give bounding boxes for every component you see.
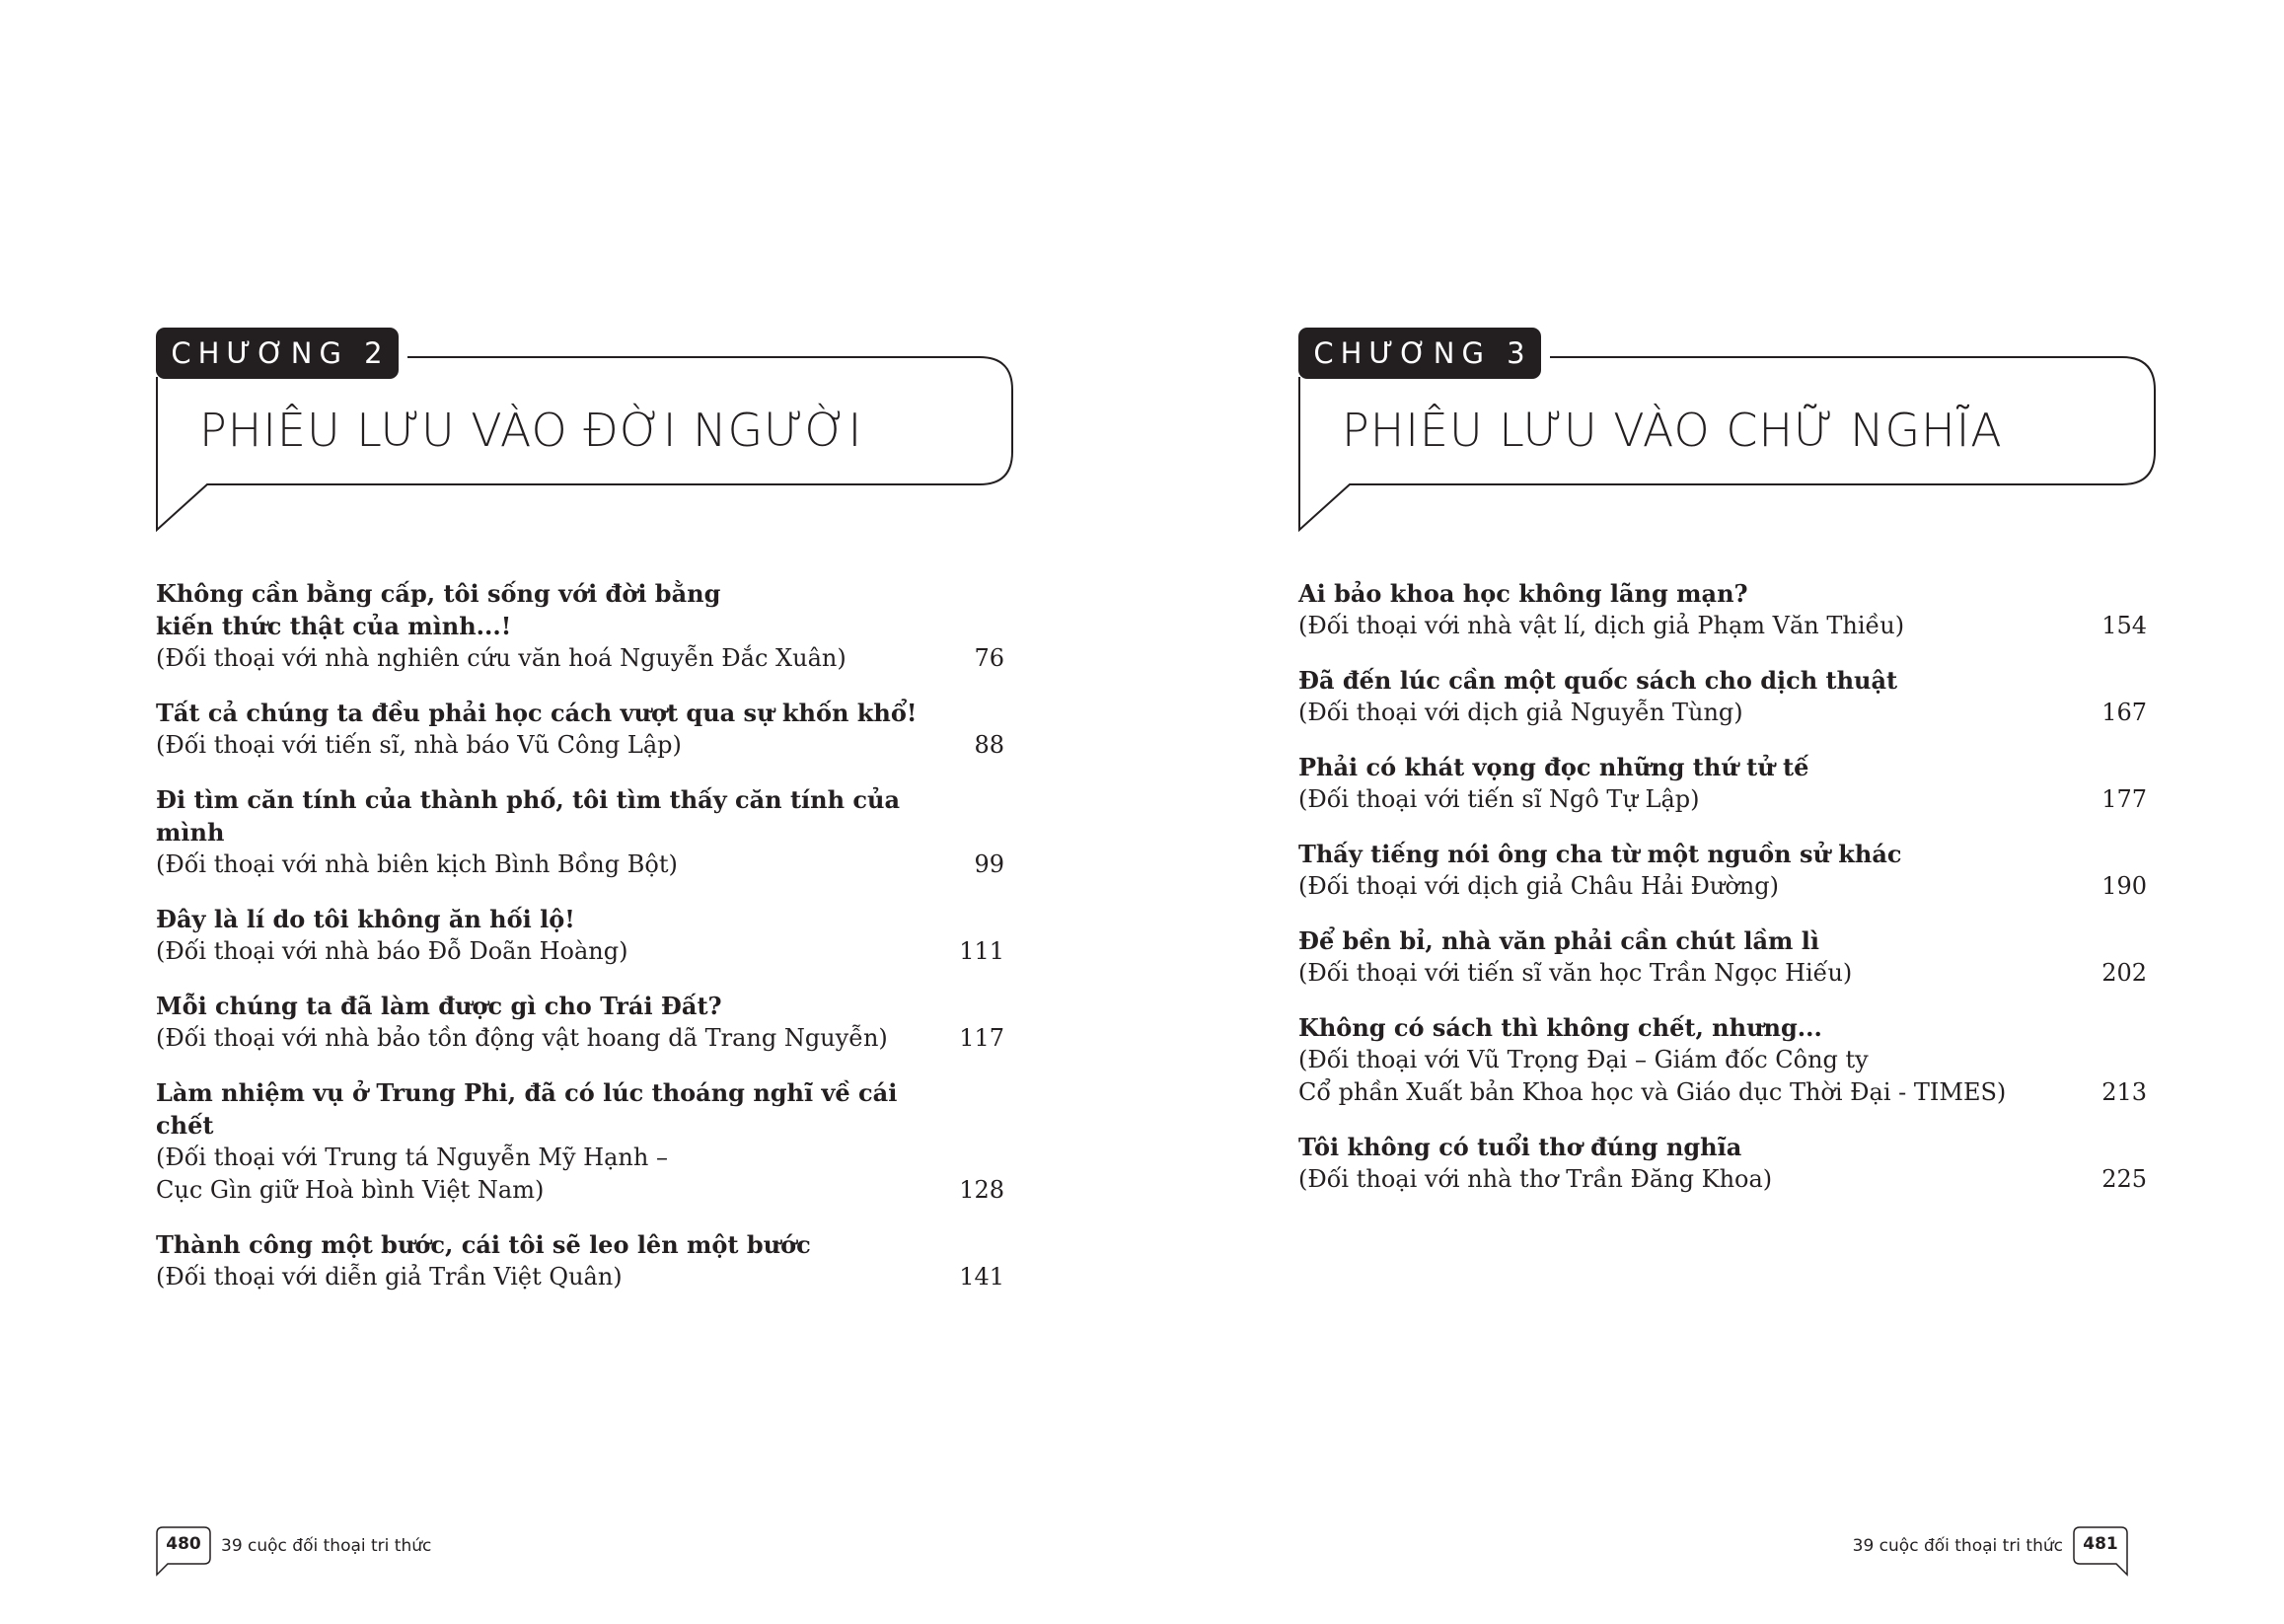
toc-entry[interactable] <box>156 1228 1006 1293</box>
entry-title: Tôi không có tuổi thơ đúng nghĩa <box>1298 1133 1742 1161</box>
entry-subtitle: (Đối thoại với nhà bảo tồn động vật hoang dã Trang Nguyễn) <box>156 1024 888 1052</box>
entry-title: Không có sách thì không chết, nhưng... <box>1298 1013 1822 1042</box>
toc-entry[interactable] <box>1298 751 2149 816</box>
toc-list <box>1298 577 2149 1218</box>
entry-page-number: 154 <box>2101 612 2147 639</box>
toc-list <box>156 577 1006 1315</box>
page-number: 480 <box>166 1534 201 1554</box>
entry-subtitle: (Đối thoại với nhà thơ Trần Đăng Khoa) <box>1298 1165 1773 1193</box>
toc-entry[interactable] <box>156 783 1006 881</box>
entry-subtitle: (Đối thoại với tiến sĩ văn học Trần Ngọc Hiếu) <box>1298 959 1853 987</box>
right-page <box>1142 0 2284 1624</box>
toc-entry[interactable] <box>156 697 1006 762</box>
entry-title: Thành công một bước, cái tôi sẽ leo lên một bước <box>156 1230 811 1259</box>
toc-entry[interactable] <box>1298 838 2149 903</box>
entry-subtitle: (Đối thoại với nhà nghiên cứu văn hoá Nguyễn Đắc Xuân) <box>156 644 847 672</box>
entry-page-number: 99 <box>974 850 1004 878</box>
chapter-tag: CHƯƠNG 3 <box>1298 328 1541 379</box>
entry-subtitle: (Đối thoại với nhà báo Đỗ Doãn Hoàng) <box>156 937 628 965</box>
toc-entry[interactable] <box>1298 664 2149 729</box>
entry-subtitle: (Đối thoại với Trung tá Nguyễn Mỹ Hạnh – Cục Gìn giữ Hoà bình Việt Nam) <box>156 1144 668 1204</box>
entry-subtitle: (Đối thoại với diễn giả Trần Việt Quân) <box>156 1263 623 1291</box>
chapter-title: PHIÊU LƯU VÀO ĐỜI NGƯỜI <box>199 404 863 457</box>
entry-page-number: 141 <box>959 1263 1004 1291</box>
entry-subtitle: (Đối thoại với tiến sĩ Ngô Tự Lập) <box>1298 785 1700 813</box>
entry-title: Thấy tiếng nói ông cha từ một nguồn sử khác <box>1298 840 1902 868</box>
entry-page-number: 76 <box>974 644 1004 672</box>
entry-page-number: 117 <box>959 1024 1004 1052</box>
toc-entry[interactable] <box>156 1076 1006 1207</box>
entry-page-number: 167 <box>2101 699 2147 726</box>
toc-entry[interactable] <box>1298 577 2149 642</box>
toc-entry[interactable] <box>156 903 1006 968</box>
entry-page-number: 190 <box>2101 872 2147 900</box>
entry-page-number: 225 <box>2101 1165 2147 1193</box>
entry-title: Đi tìm căn tính của thành phố, tôi tìm thấy căn tính của mình <box>156 785 901 847</box>
entry-page-number: 213 <box>2101 1078 2147 1106</box>
entry-title: Đã đến lúc cần một quốc sách cho dịch thuật <box>1298 666 1898 695</box>
entry-subtitle: (Đối thoại với dịch giả Châu Hải Đường) <box>1298 872 1779 900</box>
toc-entry[interactable] <box>1298 924 2149 990</box>
page-number-box <box>2073 1526 2128 1576</box>
entry-page-number: 88 <box>974 731 1004 759</box>
chapter-tag: CHƯƠNG 2 <box>156 328 399 379</box>
running-book-title: 39 cuộc đối thoại tri thức <box>1852 1536 2063 1556</box>
chapter-header <box>156 328 1007 530</box>
entry-page-number: 177 <box>2101 785 2147 813</box>
chapter-title: PHIÊU LƯU VÀO CHỮ NGHĨA <box>1342 404 2003 457</box>
page-number: 481 <box>2083 1534 2118 1554</box>
entry-title: Đây là lí do tôi không ăn hối lộ! <box>156 905 575 933</box>
entry-page-number: 128 <box>959 1176 1004 1204</box>
entry-title: Không cần bằng cấp, tôi sống với đời bằng kiến thức thật của mình...! <box>156 579 721 640</box>
entry-subtitle: (Đối thoại với dịch giả Nguyễn Tùng) <box>1298 699 1743 726</box>
running-book-title: 39 cuộc đối thoại tri thức <box>221 1536 432 1556</box>
chapter-header <box>1298 328 2150 530</box>
entry-title: Làm nhiệm vụ ở Trung Phi, đã có lúc thoáng nghĩ về cái chết <box>156 1078 898 1140</box>
toc-entry[interactable] <box>156 990 1006 1055</box>
entry-subtitle: (Đối thoại với nhà biên kịch Bình Bồng Bột) <box>156 850 678 878</box>
entry-page-number: 202 <box>2101 959 2147 987</box>
toc-entry[interactable] <box>1298 1131 2149 1196</box>
toc-entry[interactable] <box>156 577 1006 675</box>
entry-title: Mỗi chúng ta đã làm được gì cho Trái Đất? <box>156 992 722 1020</box>
entry-subtitle: (Đối thoại với nhà vật lí, dịch giả Phạm Văn Thiều) <box>1298 612 1905 639</box>
toc-entry[interactable] <box>1298 1011 2149 1109</box>
entry-title: Phải có khát vọng đọc những thứ tử tế <box>1298 753 1809 781</box>
entry-subtitle: (Đối thoại với tiến sĩ, nhà báo Vũ Công Lập) <box>156 731 682 759</box>
entry-title: Để bền bỉ, nhà văn phải cần chút lầm lì <box>1298 926 1819 955</box>
page-number-box <box>156 1526 211 1576</box>
entry-page-number: 111 <box>959 937 1004 965</box>
entry-title: Ai bảo khoa học không lãng mạn? <box>1298 579 1748 608</box>
entry-subtitle: (Đối thoại với Vũ Trọng Đại – Giám đốc Công ty Cổ phần Xuất bản Khoa học và Giáo dục Thời Đại - TIMES) <box>1298 1046 2007 1106</box>
entry-title: Tất cả chúng ta đều phải học cách vượt qua sự khốn khổ! <box>156 699 918 727</box>
